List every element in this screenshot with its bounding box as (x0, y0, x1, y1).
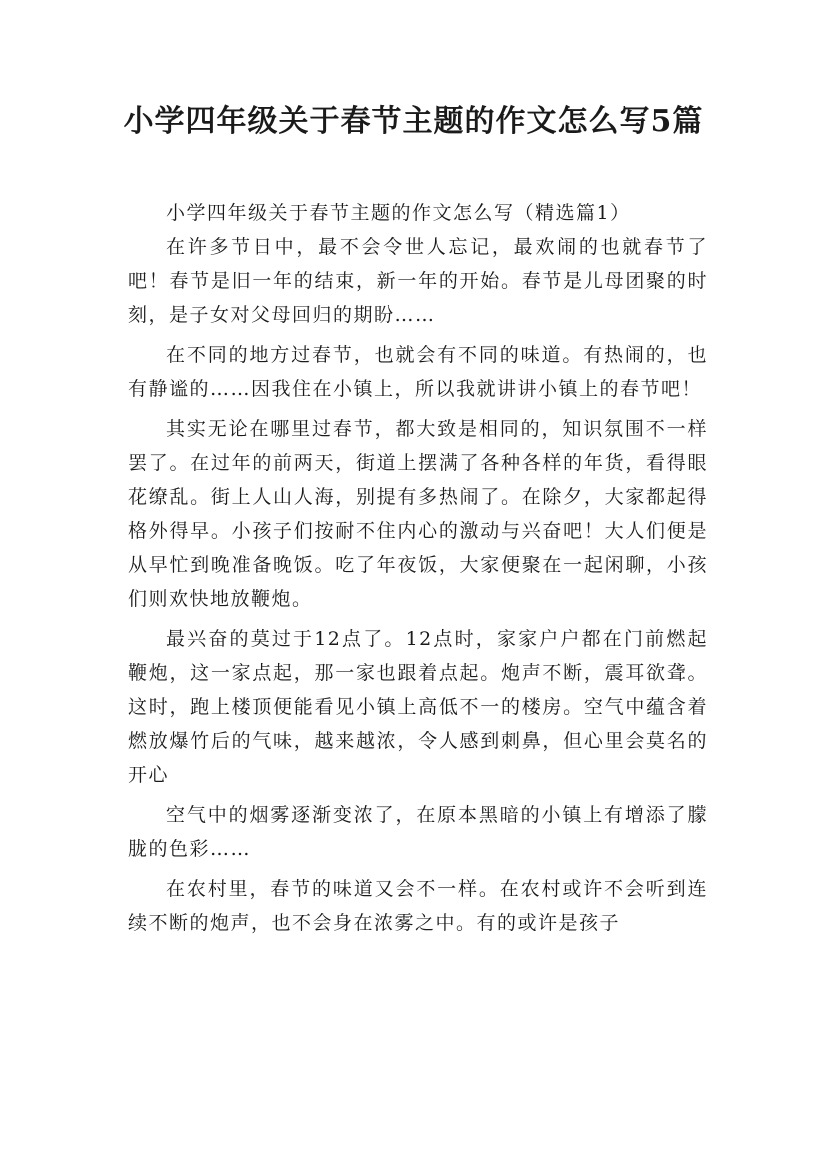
paragraph-4: 最兴奋的莫过于12点了。12点时，家家户户都在门前燃起鞭炮，这一家点起，那一家也跟着点起。炮声不断，震耳欲聋。这时，跑上楼顶便能看见小镇上高低不一的楼房。空气中蕴含着燃放爆竹后的气味，越来越浓，令人感到刺鼻，但心里会莫名的开心 (128, 628, 708, 786)
document-body (128, 196, 708, 940)
paragraph-1: 在许多节日中，最不会令世人忘记，最欢闹的也就春节了吧！春节是旧一年的结束，新一年的开始。春节是儿母团聚的时刻，是子女对父母回归的期盼…… (128, 236, 708, 326)
paragraph-3: 其实无论在哪里过春节，都大致是相同的，知识氛围不一样罢了。在过年的前两天，街道上摆满了各种各样的年货，看得眼花缭乱。街上人山人海，别提有多热闹了。在除夕，大家都起得格外得早。小孩子们按耐不住内心的激动与兴奋吧！大人们便是从早忙到晚准备晚饭。吃了年夜饭，大家便聚在一起闲聊，小孩们则欢快地放鞭炮。 (128, 418, 708, 610)
paragraph-2: 在不同的地方过春节，也就会有不同的味道。有热闹的，也有静谧的……因我住在小镇上，所以我就讲讲小镇上的春节吧！ (128, 344, 708, 400)
paragraph-5: 空气中的烟雾逐渐变浓了，在原本黑暗的小镇上有增添了朦胧的色彩…… (128, 804, 708, 860)
document-title: 小学四年级关于春节主题的作文怎么写5篇 (123, 104, 704, 139)
paragraph-6: 在农村里，春节的味道又会不一样。在农村或许不会听到连续不断的炮声，也不会身在浓雾之中。有的或许是孩子 (128, 878, 708, 934)
essay-subtitle: 小学四年级关于春节主题的作文怎么写（精选篇1） (166, 202, 631, 224)
